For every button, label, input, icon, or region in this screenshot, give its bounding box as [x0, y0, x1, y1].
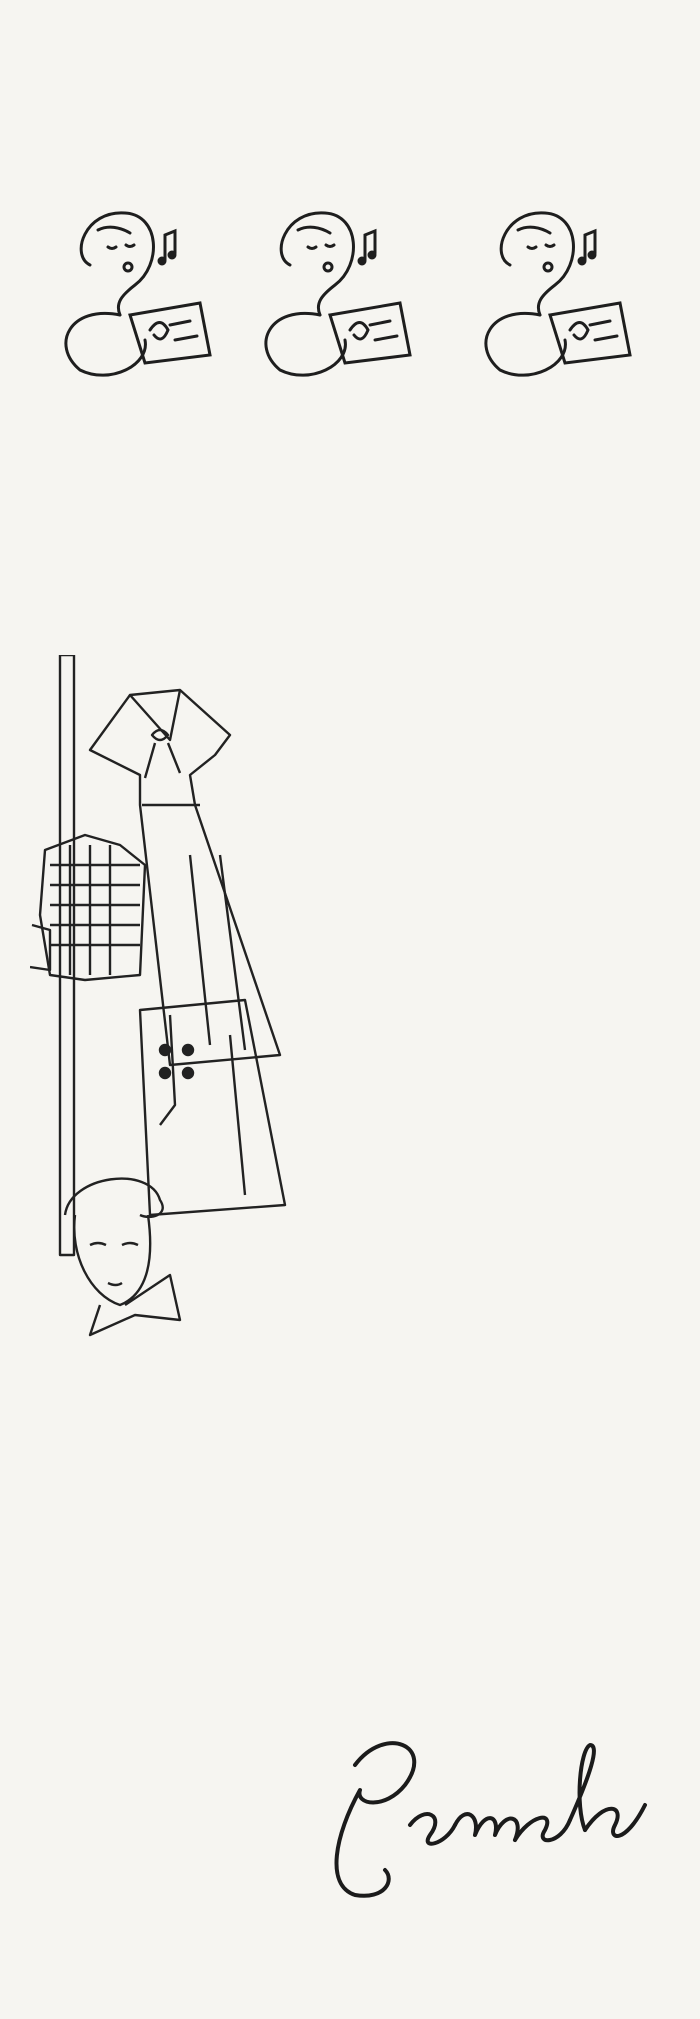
decorative-border-top	[0, 2, 700, 14]
gored-skirt-sketch	[140, 1000, 285, 1215]
decorative-border-right	[686, 0, 698, 2019]
fashion-sketch-illustration	[30, 655, 360, 1340]
singing-ladies-illustration	[50, 195, 670, 380]
decorative-border-left	[2, 0, 14, 2019]
tennis-frock-sketch	[90, 690, 280, 1065]
pole	[60, 655, 74, 1255]
pamela-signature	[315, 1705, 675, 1925]
lacy-jumper-sketch	[30, 835, 145, 980]
decorative-border-bottom	[0, 2005, 700, 2017]
singer-2	[266, 213, 410, 375]
singer-1	[66, 213, 210, 375]
hat-lady-sketch	[65, 1179, 180, 1335]
singer-3	[486, 213, 630, 375]
